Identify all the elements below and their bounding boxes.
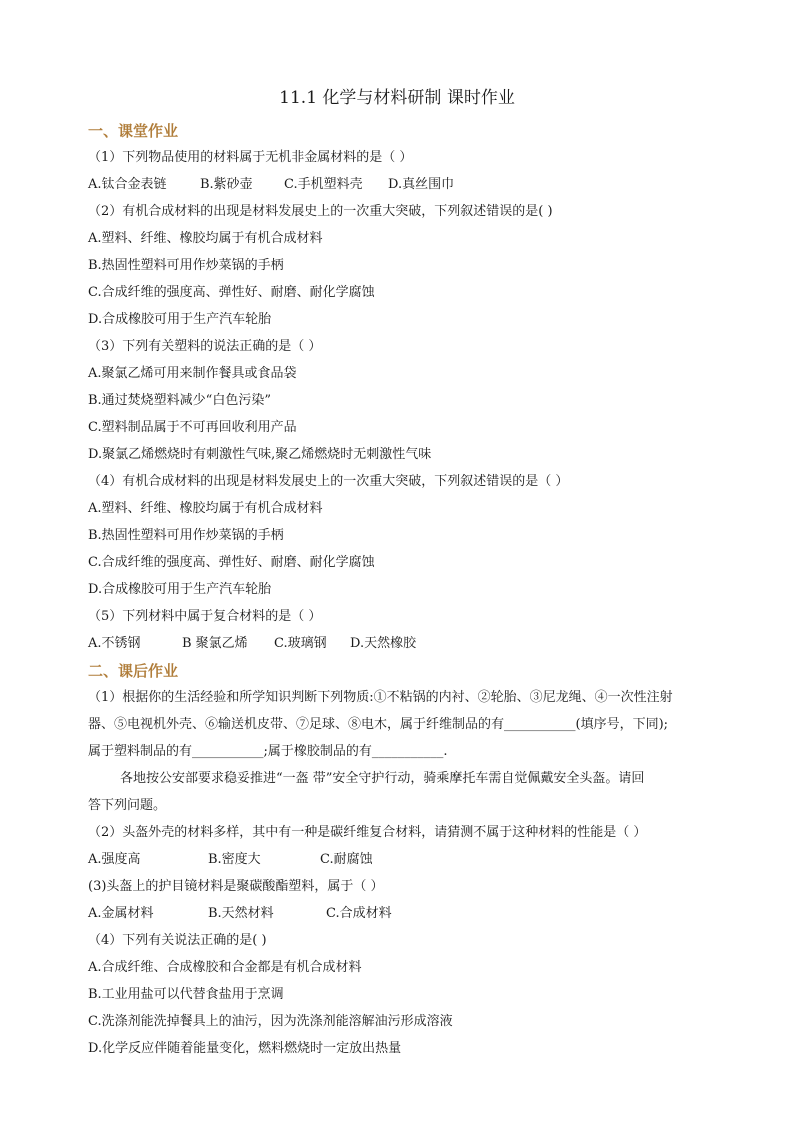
q5-stem: （5）下列材料中属于复合材料的是（ ） (88, 609, 322, 624)
q2-option-c: C.合成纤维的强度高、弹性好、耐磨、耐化学腐蚀 (88, 285, 375, 300)
q3-option-d: D.聚氯乙烯燃烧时有刺激性气味,聚乙烯燃烧时无刺激性气味 (88, 447, 432, 462)
h2-options (88, 851, 373, 869)
q1-option-a: A.钛合金表链 (88, 177, 167, 192)
q4-stem: （4）有机合成材料的出现是材料发展史上的一次重大突破，下列叙述错误的是（ ） (88, 474, 569, 489)
h4-option-c: C.洗涤剂能洗掉餐具上的油污，因为洗涤剂能溶解油污形成溶液 (88, 1014, 453, 1029)
q3-option-b: B.通过焚烧塑料减少“白色污染” (88, 393, 271, 408)
intro-line-1: 各地按公安部要求稳妥推进“一盔 带”安全守护行动，骑乘摩托车需自觉佩戴安全头盔。请回 (120, 771, 645, 786)
q2-option-d: D.合成橡胶可用于生产汽车轮胎 (88, 312, 272, 327)
h4-option-d: D.化学反应伴随着能量变化，燃料燃烧时一定放出热量 (88, 1041, 402, 1056)
h4-stem: （4）下列有关说法正确的是( ) (88, 933, 267, 948)
h4-option-a: A.合成纤维、合成橡胶和合金都是有机合成材料 (88, 960, 362, 975)
q3-stem: （3）下列有关塑料的说法正确的是（ ） (88, 339, 322, 354)
q4-option-a: A.塑料、纤维、橡胶均属于有机合成材料 (88, 501, 323, 516)
h3-option-a: A.金属材料 (88, 906, 154, 921)
h2-stem: （2）头盔外壳的材料多样，其中有一种是碳纤维复合材料，请猜测不属于这种材料的性能是（ ） (88, 825, 647, 840)
q1-stem: （1）下列物品使用的材料属于无机非金属材料的是（ ） (88, 150, 413, 165)
h2-option-b: B.密度大 (208, 852, 261, 867)
q2-option-a: A.塑料、纤维、橡胶均属于有机合成材料 (88, 231, 323, 246)
h3-stem: (3)头盔上的护目镜材料是聚碳酸酯塑料，属于（ ） (88, 879, 384, 894)
q1-option-d: D.真丝围巾 (388, 177, 455, 192)
q5-option-d: D.天然橡胶 (350, 636, 417, 651)
h2-option-c: C.耐腐蚀 (320, 852, 373, 867)
q5-option-a: A.不锈钢 (88, 636, 141, 651)
q4-option-d: D.合成橡胶可用于生产汽车轮胎 (88, 582, 272, 597)
q3-option-a: A.聚氯乙烯可用来制作餐具或食品袋 (88, 366, 297, 381)
q2-option-b: B.热固性塑料可用作炒菜锅的手柄 (88, 258, 284, 273)
h1-line-2: 器、⑤电视机外壳、⑥输送机皮带、⑦足球、⑧电木，属于纤维制品的有___________(填序号，下同); (88, 717, 669, 732)
q2-stem: （2）有机合成材料的出现是材料发展史上的一次重大突破，下列叙述错误的是( ) (88, 204, 553, 219)
q1-option-b: B.紫砂壶 (200, 177, 253, 192)
q1-options (88, 176, 454, 194)
h3-options (88, 905, 392, 923)
section-heading-homework: 二、课后作业 (88, 662, 179, 680)
q5-option-c: C.玻璃钢 (274, 636, 327, 651)
q5-option-b: B 聚氯乙烯 (182, 636, 248, 651)
intro-line-2: 答下列问题。 (88, 798, 167, 813)
q5-options (88, 635, 416, 653)
h3-option-b: B.天然材料 (208, 906, 274, 921)
page-title: 11.1 化学与材料研制 课时作业 (279, 88, 515, 108)
q3-option-c: C.塑料制品属于不可再回收利用产品 (88, 420, 297, 435)
h1-line-1: （1）根据你的生活经验和所学知识判断下列物质:①不粘锅的内衬、②轮胎、③尼龙绳、④一次性注射 (88, 690, 673, 705)
section-heading-classwork: 一、课堂作业 (88, 122, 179, 140)
q1-option-c: C.手机塑料壳 (284, 177, 363, 192)
h3-option-c: C.合成材料 (326, 906, 392, 921)
q4-option-b: B.热固性塑料可用作炒菜锅的手柄 (88, 528, 284, 543)
h1-line-3: 属于塑料制品的有___________;属于橡胶制品的有___________. (88, 744, 448, 759)
h2-option-a: A.强度高 (88, 852, 141, 867)
q4-option-c: C.合成纤维的强度高、弹性好、耐磨、耐化学腐蚀 (88, 555, 375, 570)
h4-option-b: B.工业用盐可以代替食盐用于烹调 (88, 987, 284, 1002)
